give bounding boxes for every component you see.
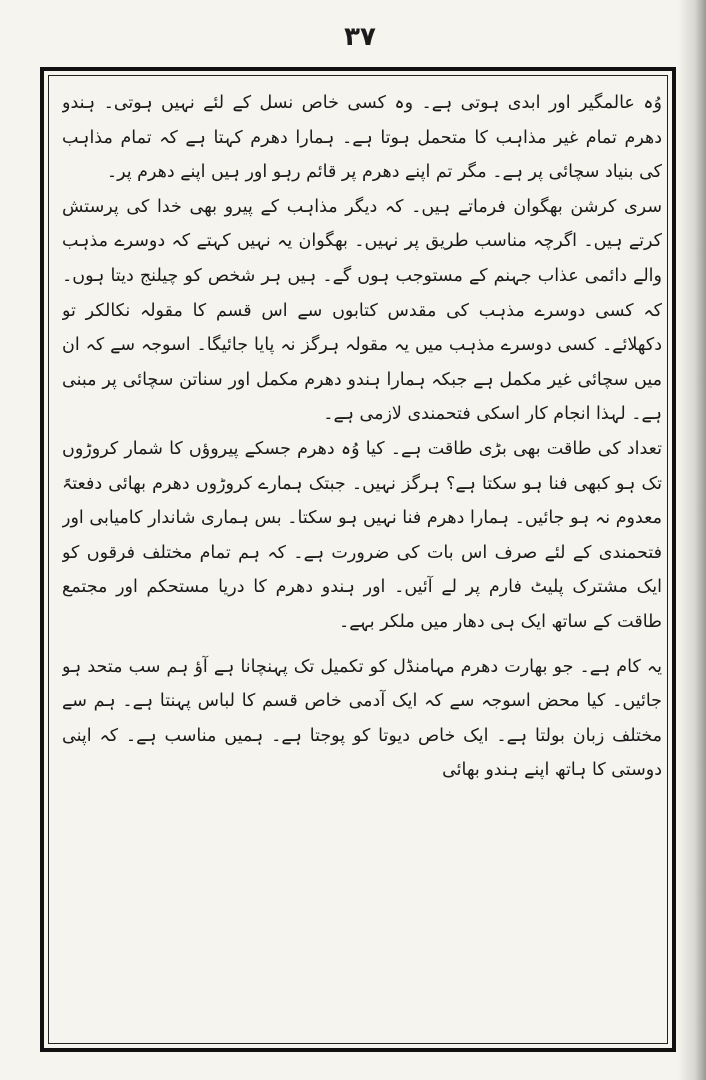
paragraph-4: یہ کام ہے۔ جو بھارت دھرم مہامنڈل کو تکمیل تک پہنچانا ہے آؤ ہم سب متحد ہو جائیں۔ کیا محض اسوجہ سے کہ ایک آدمی خاص قسم کا لباس پہنتا ہے۔ ہم سے مختلف زبان بولتا ہے۔ ایک خاص دیوتا کو پوجتا ہے۔ ہمیں مناسب ہے۔ کہ اپنی دوستی کا ہاتھ اپنے ہندو بھائی: [62, 656, 662, 781]
page-number: ۳۷: [344, 22, 376, 52]
paragraph-gap: [62, 640, 662, 650]
paragraph-3: تعداد کی طاقت بھی بڑی طاقت ہے۔ کیا وُہ دھرم جسکے پیروؤں کا شمار کروڑوں تک ہو کبھی فنا ہو سکتا ہے؟ ہرگز نہیں۔ جبتک ہمارے کروڑوں دھرم بھائی دفعتہً معدوم نہ ہو جائیں۔ ہمارا دھرم فنا نہیں ہو سکتا۔ بس ہماری شاندار کامیابی اور فتحمندی کے لئے صرف اس بات کی ضرورت ہے۔ کہ ہم تمام مختلف فرقوں کو ایک مشترک پلیٹ فارم پر لے آئیں۔ اور ہندو دھرم کا دریا مستحکم اور مجتمع طاقت کے ساتھ ایک ہی دھار میں ملکر بہے۔: [62, 438, 662, 632]
paragraph-1: وُہ عالمگیر اور ابدی ہوتی ہے۔ وہ کسی خاص نسل کے لئے نہیں ہوتی۔ ہندو دھرم تمام غیر مذاہب کا متحمل ہوتا ہے۔ ہمارا دھرم کہتا ہے کہ تمام مذاہب کی بنیاد سچائی پر ہے۔ مگر تم اپنے دھرم پر قائم رہو اور ہیں اپنے دھرم پر۔: [62, 93, 662, 183]
page-edge-shadow: [678, 0, 706, 1080]
paragraph-2: سری کرشن بھگوان فرماتے ہیں۔ کہ دیگر مذاہب کے پیرو بھی خدا کی پرستش کرتے ہیں۔ اگرچہ مناسب طریق پر نہیں۔ بھگوان یہ نہیں کہتے کہ دوسرے مذہب والے دائمی عذاب جہنم کے مستوجب ہوں گے۔ ہیں ہر شخص کو چیلنج دیتا ہوں۔ کہ کسی دوسرے مذہب کی مقدس کتابوں سے اس قسم کا مقولہ نکالکر تو دکھلائے۔ کسی دوسرے مذہب میں یہ مقولہ ہرگز نہ پایا جائیگا۔ اسوجہ سے کہ ان میں سچائی غیر مکمل ہے جبکہ ہمارا ہندو دھرم مکمل اور سناتن سچائی پر مبنی ہے۔ لہذا انجام کار اسکی فتحمندی لازمی ہے۔: [62, 196, 662, 425]
page-body-text: [62, 86, 662, 1036]
